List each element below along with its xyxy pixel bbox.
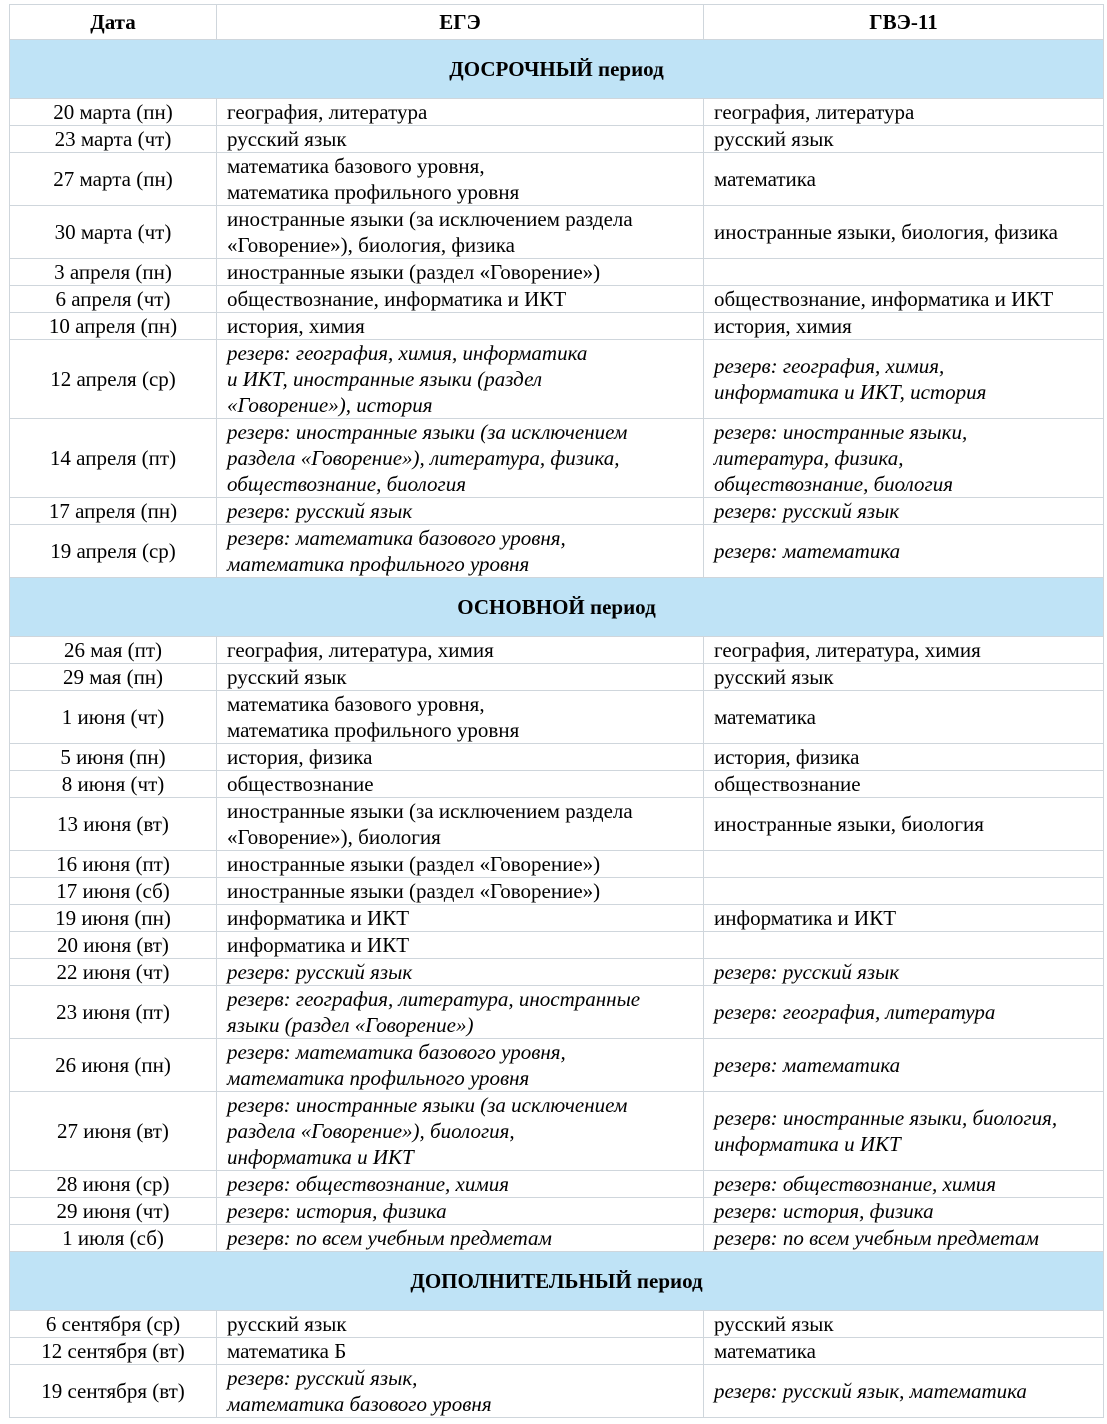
cell-line: обществознание, информатика и ИКТ	[227, 287, 567, 311]
cell-line: обществознание, биология	[714, 472, 954, 496]
table-row	[10, 525, 1104, 578]
table-row	[10, 691, 1104, 744]
ege-cell	[217, 1365, 704, 1418]
date-cell: 17 апреля (пн)	[10, 498, 217, 525]
table-row	[10, 126, 1104, 153]
gve-cell	[704, 313, 1104, 340]
date-cell: 3 апреля (пн)	[10, 259, 217, 286]
table-row	[10, 419, 1104, 498]
period-row-main	[10, 578, 1104, 637]
cell-line: иностранные языки, биология	[714, 812, 984, 836]
ege-cell	[217, 959, 704, 986]
period-row-early	[10, 40, 1104, 99]
cell-line: география, литература, химия	[714, 638, 981, 662]
cell-line: иностранные языки (раздел «Говорение»)	[227, 260, 601, 284]
date-cell: 23 марта (чт)	[10, 126, 217, 153]
cell-line: резерв: обществознание, химия	[227, 1172, 510, 1196]
ege-cell	[217, 851, 704, 878]
table-row	[10, 1365, 1104, 1418]
cell-line: резерв: по всем учебным предметам	[714, 1226, 1039, 1250]
cell-line: математика	[714, 167, 816, 191]
date-cell: 28 июня (ср)	[10, 1171, 217, 1198]
gve-cell	[704, 1171, 1104, 1198]
cell-line: информатика и ИКТ	[227, 906, 410, 930]
table-row	[10, 959, 1104, 986]
ege-cell	[217, 771, 704, 798]
gve-cell	[704, 1198, 1104, 1225]
gve-cell	[704, 905, 1104, 932]
table-row	[10, 664, 1104, 691]
date-cell: 10 апреля (пн)	[10, 313, 217, 340]
cell-line: иностранные языки (раздел «Говорение»)	[227, 879, 601, 903]
date-cell: 17 июня (сб)	[10, 878, 217, 905]
table-row	[10, 1171, 1104, 1198]
gve-cell	[704, 206, 1104, 259]
cell-line: литература, физика,	[714, 446, 904, 470]
date-cell: 19 апреля (ср)	[10, 525, 217, 578]
cell-line: история, химия	[227, 314, 365, 338]
date-cell: 16 июня (пт)	[10, 851, 217, 878]
gve-cell	[704, 1092, 1104, 1171]
ege-cell	[217, 637, 704, 664]
period-title: ДОСРОЧНЫЙ период	[10, 40, 1104, 99]
ege-cell	[217, 1092, 704, 1171]
cell-line: резерв: история, физика	[714, 1199, 934, 1223]
gve-cell	[704, 1225, 1104, 1252]
date-cell: 6 сентября (ср)	[10, 1311, 217, 1338]
ege-cell	[217, 419, 704, 498]
header-gve: ГВЭ-11	[704, 5, 1104, 40]
date-cell: 26 июня (пн)	[10, 1039, 217, 1092]
cell-line: иностранные языки (раздел «Говорение»)	[227, 852, 601, 876]
ege-cell	[217, 798, 704, 851]
ege-cell	[217, 1039, 704, 1092]
cell-line: русский язык	[714, 127, 834, 151]
table-row	[10, 259, 1104, 286]
date-cell: 6 апреля (чт)	[10, 286, 217, 313]
cell-line: «Говорение»), биология	[227, 825, 441, 849]
gve-cell	[704, 126, 1104, 153]
date-cell: 29 мая (пн)	[10, 664, 217, 691]
cell-line: география, литература	[227, 100, 428, 124]
date-cell: 30 марта (чт)	[10, 206, 217, 259]
gve-cell	[704, 1039, 1104, 1092]
date-cell: 27 марта (пн)	[10, 153, 217, 206]
cell-line: резерв: математика	[714, 539, 901, 563]
cell-line: резерв: по всем учебным предметам	[227, 1226, 552, 1250]
ege-cell	[217, 878, 704, 905]
table-row	[10, 744, 1104, 771]
table-row	[10, 771, 1104, 798]
date-cell: 12 апреля (ср)	[10, 340, 217, 419]
gve-cell	[704, 851, 1104, 878]
date-cell: 19 сентября (вт)	[10, 1365, 217, 1418]
cell-line: география, литература	[714, 100, 915, 124]
cell-line: резерв: русский язык	[227, 960, 413, 984]
table-row	[10, 905, 1104, 932]
table-row	[10, 286, 1104, 313]
cell-line: информатика и ИКТ, история	[714, 380, 987, 404]
table-row	[10, 1225, 1104, 1252]
cell-line: обществознание	[714, 772, 861, 796]
table-row	[10, 1198, 1104, 1225]
ege-cell	[217, 498, 704, 525]
gve-cell	[704, 744, 1104, 771]
table-row	[10, 340, 1104, 419]
cell-line: математика	[714, 705, 816, 729]
gve-cell	[704, 498, 1104, 525]
ege-cell	[217, 986, 704, 1039]
gve-cell	[704, 637, 1104, 664]
cell-line: история, химия	[714, 314, 852, 338]
date-cell: 20 июня (вт)	[10, 932, 217, 959]
cell-line: информатика и ИКТ	[714, 906, 897, 930]
cell-line: резерв: география, химия, информатика	[227, 341, 588, 365]
cell-line: география, литература, химия	[227, 638, 494, 662]
date-cell: 12 сентября (вт)	[10, 1338, 217, 1365]
date-cell: 1 июля (сб)	[10, 1225, 217, 1252]
ege-cell	[217, 664, 704, 691]
gve-cell	[704, 259, 1104, 286]
gve-cell	[704, 1365, 1104, 1418]
date-cell: 1 июня (чт)	[10, 691, 217, 744]
cell-line: русский язык	[714, 1312, 834, 1336]
cell-line: резерв: география, литература	[714, 1000, 996, 1024]
gve-cell	[704, 664, 1104, 691]
table-row	[10, 1338, 1104, 1365]
cell-line: резерв: русский язык	[227, 499, 413, 523]
table-row	[10, 1092, 1104, 1171]
gve-cell	[704, 419, 1104, 498]
period-title: ДОПОЛНИТЕЛЬНЫЙ период	[10, 1252, 1104, 1311]
cell-line: резерв: география, литература, иностранные	[227, 987, 641, 1011]
ege-cell	[217, 99, 704, 126]
date-cell: 14 апреля (пт)	[10, 419, 217, 498]
cell-line: информатика и ИКТ	[714, 1132, 901, 1156]
table-row	[10, 798, 1104, 851]
cell-line: резерв: русский язык	[714, 499, 900, 523]
gve-cell	[704, 1311, 1104, 1338]
table-row	[10, 313, 1104, 340]
table-row	[10, 1039, 1104, 1092]
date-cell: 29 июня (чт)	[10, 1198, 217, 1225]
ege-cell	[217, 691, 704, 744]
cell-line: история, физика	[714, 745, 860, 769]
cell-line: резерв: география, химия,	[714, 354, 945, 378]
ege-cell	[217, 126, 704, 153]
gve-cell	[704, 932, 1104, 959]
cell-line: математика базового уровня,	[227, 154, 485, 178]
gve-cell	[704, 691, 1104, 744]
cell-line: резерв: история, физика	[227, 1199, 447, 1223]
ege-cell	[217, 905, 704, 932]
ege-cell	[217, 313, 704, 340]
ege-cell	[217, 286, 704, 313]
cell-line: русский язык	[227, 1312, 347, 1336]
header-row	[10, 5, 1104, 40]
table-row	[10, 932, 1104, 959]
gve-cell	[704, 986, 1104, 1039]
table-row	[10, 637, 1104, 664]
cell-line: обществознание	[227, 772, 374, 796]
ege-cell	[217, 1338, 704, 1365]
gve-cell	[704, 525, 1104, 578]
cell-line: раздела «Говорение»), литература, физика,	[227, 446, 620, 470]
cell-line: математика профильного уровня	[227, 180, 520, 204]
date-cell: 13 июня (вт)	[10, 798, 217, 851]
cell-line: резерв: математика базового уровня,	[227, 1040, 566, 1064]
cell-line: и ИКТ, иностранные языки (раздел	[227, 367, 543, 391]
cell-line: резерв: русский язык, математика	[714, 1379, 1027, 1403]
cell-line: обществознание, биология	[227, 472, 467, 496]
cell-line: история, физика	[227, 745, 373, 769]
gve-cell	[704, 878, 1104, 905]
ege-cell	[217, 1311, 704, 1338]
period-row-extra	[10, 1252, 1104, 1311]
header-date: Дата	[10, 5, 217, 40]
cell-line: иностранные языки (за исключением раздела	[227, 207, 633, 231]
ege-cell	[217, 1171, 704, 1198]
date-cell: 19 июня (пн)	[10, 905, 217, 932]
cell-line: иностранные языки, биология, физика	[714, 220, 1058, 244]
date-cell: 26 мая (пт)	[10, 637, 217, 664]
ege-cell	[217, 1198, 704, 1225]
cell-line: языки (раздел «Говорение»)	[227, 1013, 474, 1037]
table-row	[10, 153, 1104, 206]
date-cell: 22 июня (чт)	[10, 959, 217, 986]
cell-line: резерв: русский язык	[714, 960, 900, 984]
gve-cell	[704, 286, 1104, 313]
gve-cell	[704, 99, 1104, 126]
gve-cell	[704, 798, 1104, 851]
header-ege: ЕГЭ	[217, 5, 704, 40]
ege-cell	[217, 206, 704, 259]
cell-line: резерв: математика	[714, 1053, 901, 1077]
cell-line: русский язык	[227, 127, 347, 151]
table-row	[10, 206, 1104, 259]
cell-line: резерв: иностранные языки, биология,	[714, 1106, 1058, 1130]
ege-cell	[217, 153, 704, 206]
ege-cell	[217, 340, 704, 419]
table-row	[10, 1311, 1104, 1338]
cell-line: информатика и ИКТ	[227, 1145, 414, 1169]
cell-line: математика базового уровня,	[227, 692, 485, 716]
gve-cell	[704, 153, 1104, 206]
gve-cell	[704, 340, 1104, 419]
exam-schedule-table	[9, 4, 1104, 1418]
ege-cell	[217, 932, 704, 959]
gve-cell	[704, 959, 1104, 986]
table-row	[10, 498, 1104, 525]
ege-cell	[217, 744, 704, 771]
cell-line: информатика и ИКТ	[227, 933, 410, 957]
ege-cell	[217, 1225, 704, 1252]
date-cell: 23 июня (пт)	[10, 986, 217, 1039]
cell-line: математика Б	[227, 1339, 347, 1363]
cell-line: русский язык	[227, 665, 347, 689]
period-title: ОСНОВНОЙ период	[10, 578, 1104, 637]
table-row	[10, 99, 1104, 126]
cell-line: резерв: математика базового уровня,	[227, 526, 566, 550]
ege-cell	[217, 525, 704, 578]
cell-line: резерв: иностранные языки (за исключением	[227, 420, 628, 444]
table-row	[10, 986, 1104, 1039]
cell-line: резерв: иностранные языки,	[714, 420, 968, 444]
cell-line: математика профильного уровня	[227, 718, 520, 742]
table-row	[10, 851, 1104, 878]
cell-line: математика	[714, 1339, 816, 1363]
date-cell: 5 июня (пн)	[10, 744, 217, 771]
gve-cell	[704, 771, 1104, 798]
cell-line: раздела «Говорение»), биология,	[227, 1119, 515, 1143]
cell-line: резерв: иностранные языки (за исключением	[227, 1093, 628, 1117]
cell-line: математика базового уровня	[227, 1392, 492, 1416]
cell-line: обществознание, информатика и ИКТ	[714, 287, 1054, 311]
ege-cell	[217, 259, 704, 286]
cell-line: «Говорение»), история	[227, 393, 433, 417]
cell-line: математика профильного уровня	[227, 552, 530, 576]
date-cell: 8 июня (чт)	[10, 771, 217, 798]
date-cell: 27 июня (вт)	[10, 1092, 217, 1171]
cell-line: резерв: русский язык,	[227, 1366, 418, 1390]
cell-line: резерв: обществознание, химия	[714, 1172, 997, 1196]
table-row	[10, 878, 1104, 905]
cell-line: иностранные языки (за исключением раздела	[227, 799, 633, 823]
cell-line: «Говорение»), биология, физика	[227, 233, 515, 257]
cell-line: русский язык	[714, 665, 834, 689]
date-cell: 20 марта (пн)	[10, 99, 217, 126]
cell-line: математика профильного уровня	[227, 1066, 530, 1090]
gve-cell	[704, 1338, 1104, 1365]
